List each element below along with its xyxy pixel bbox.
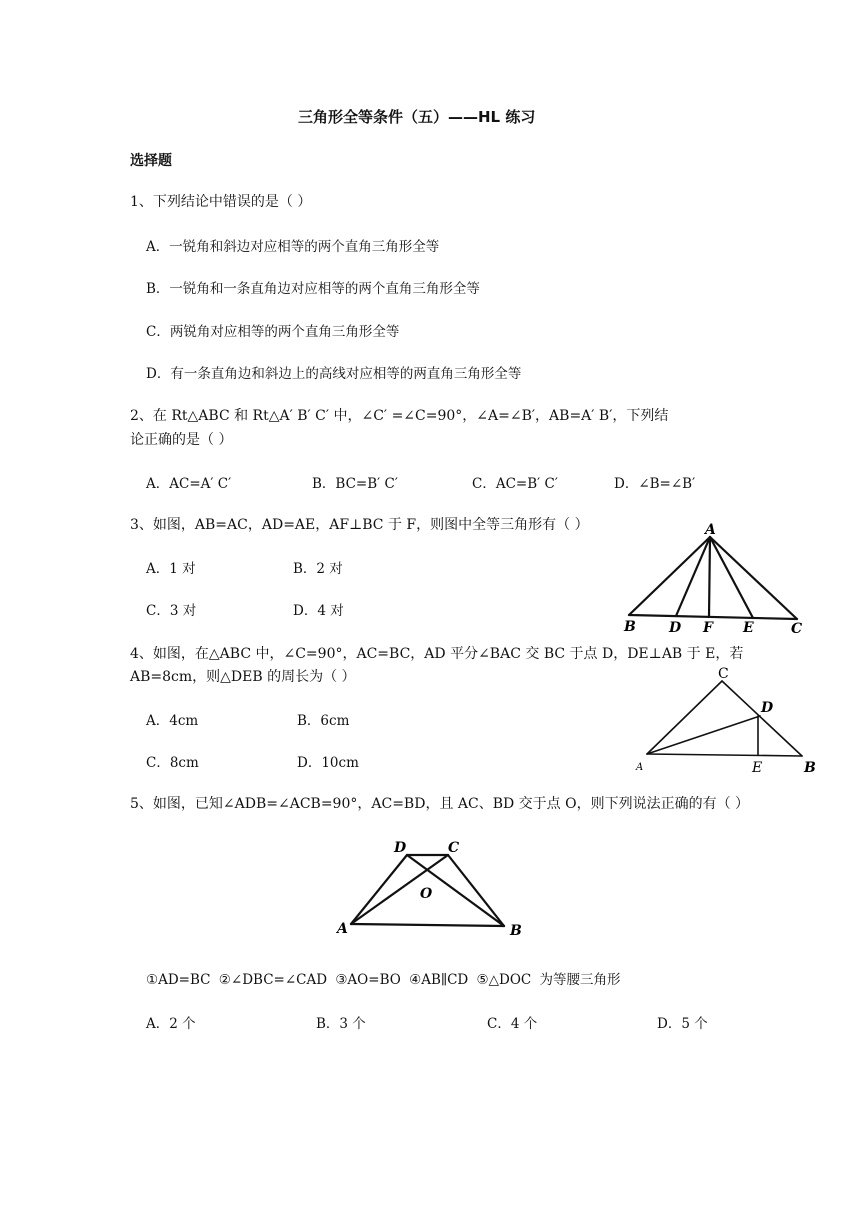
question-5-option-c: C．4 个 (487, 1016, 538, 1032)
question-1-option-c: C．两锐角对应相等的两个直角三角形全等 (146, 324, 400, 340)
q5-label-d: D (394, 840, 407, 856)
page-title: 三角形全等条件（五）——HL 练习 (298, 108, 536, 126)
q3-label-c: C (791, 621, 803, 635)
q3-label-b: B (624, 619, 636, 635)
question-1-stem: 1、下列结论中错误的是（ ） (130, 194, 312, 210)
question-3-figure (615, 515, 815, 635)
question-3-option-c: C．3 对 (146, 603, 197, 619)
question-4-figure (630, 660, 830, 780)
q4-label-e: E (752, 760, 763, 776)
question-1-option-a: A．一锐角和斜边对应相等的两个直角三角形全等 (146, 239, 440, 255)
question-2-option-d: D．∠B=∠B′ (614, 476, 696, 492)
q3-label-e: E (743, 620, 754, 635)
question-2-option-b: B．BC=B′ C′ (312, 476, 398, 492)
question-2-stem-line1: 2、在 Rt△ABC 和 Rt△A′ B′ C′ 中，∠C′ =∠C=90°，∠A=∠B′，AB=A′ B′，下列结 (130, 408, 669, 424)
q5-label-c: C (448, 840, 460, 856)
question-5-stem: 5、如图，已知∠ADB=∠ACB=90°，AC=BD，且 AC、BD 交于点 O，则下列说法正确的有（ ） (130, 796, 750, 812)
question-1-option-b: B．一锐角和一条直角边对应相等的两个直角三角形全等 (146, 281, 480, 297)
q3-label-f: F (703, 620, 713, 635)
question-4-stem-line2: AB=8cm，则△DEB 的周长为（ ） (130, 669, 356, 685)
question-4-stem-line1: 4、如图，在△ABC 中，∠C=90°，AC=BC，AD 平分∠BAC 交 BC 于点 D，DE⊥AB 于 E，若 (130, 646, 744, 662)
question-4-option-d: D．10cm (297, 755, 359, 771)
question-2-option-c: C．AC=B′ C′ (472, 476, 558, 492)
q5-label-a: A (337, 921, 348, 937)
question-2-stem-line2: 论正确的是（ ） (130, 432, 233, 448)
question-3-option-b: B．2 对 (293, 561, 343, 577)
q3-label-d: D (669, 620, 682, 635)
q4-label-d: D (761, 700, 774, 716)
q4-label-c: C (718, 666, 729, 682)
q5-label-b: B (510, 923, 522, 939)
question-4-option-b: B．6cm (297, 713, 350, 729)
question-5-option-b: B．3 个 (316, 1016, 366, 1032)
question-2-option-a: A．AC=A′ C′ (146, 476, 232, 492)
question-3-stem: 3、如图，AB=AC，AD=AE，AF⊥BC 于 F，则图中全等三角形有（ ） (130, 517, 589, 533)
q5-label-o: O (420, 886, 433, 902)
question-4-option-c: C．8cm (146, 755, 199, 771)
question-3-option-a: A．1 对 (146, 561, 196, 577)
question-5-statements: ①AD=BC ②∠DBC=∠CAD ③AO=BO ④AB∥CD ⑤△DOC 为等腰三角形 (146, 972, 621, 988)
question-3-option-d: D．4 对 (293, 603, 344, 619)
section-heading: 选择题 (130, 153, 172, 169)
question-5-figure (330, 832, 530, 944)
q4-label-b: B (804, 760, 816, 776)
q4-label-a: A (636, 762, 644, 773)
question-5-option-d: D．5 个 (657, 1016, 708, 1032)
q3-label-a: A (705, 522, 716, 538)
question-4-option-a: A．4cm (146, 713, 199, 729)
question-5-option-a: A．2 个 (146, 1016, 196, 1032)
question-1-option-d: D．有一条直角边和斜边上的高线对应相等的两直角三角形全等 (146, 366, 522, 382)
